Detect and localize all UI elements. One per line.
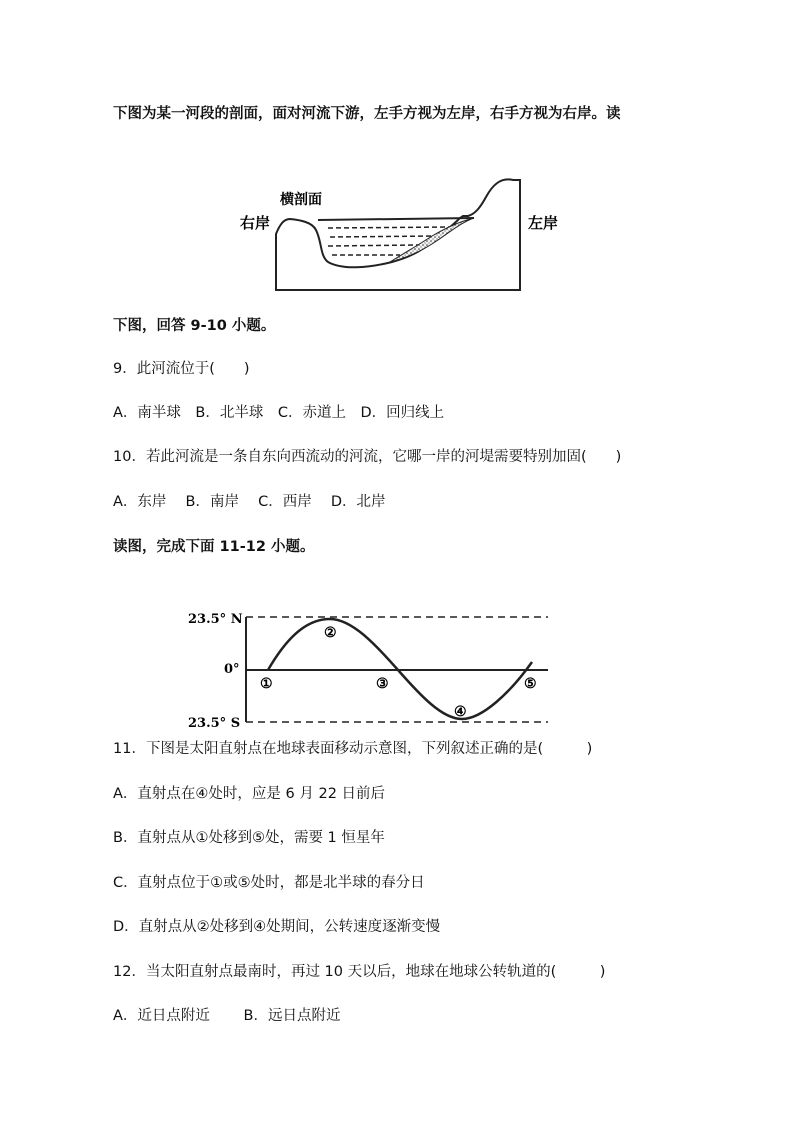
intro-line-1: 下图为某一河段的剖面，面对河流下游，左手方视为左岸，右手方视为右岸。读 xyxy=(113,106,621,122)
svg-text:④: ④ xyxy=(454,704,467,720)
label-left-bank: 左岸 xyxy=(528,214,559,232)
point-5 xyxy=(524,676,537,692)
question-12-stem: 12．当太阳直射点最南时，再过 10 天以后，地球在地球公转轨道的( ) xyxy=(113,964,606,980)
intro-line-2: 下图，回答 9-10 小题。 xyxy=(113,318,276,334)
subsolar-point-figure xyxy=(180,605,560,730)
question-11-stem: 11．下图是太阳直射点在地球表面移动示意图，下列叙述正确的是( ) xyxy=(113,741,593,757)
label-section: 横剖面 xyxy=(280,192,322,208)
question-11-option-c: C．直射点位于①或⑤处时，都是北半球的春分日 xyxy=(113,875,425,891)
river-cross-section-figure xyxy=(230,172,560,297)
point-4 xyxy=(454,704,467,720)
label-south: 23.5° S xyxy=(188,716,241,730)
point-2 xyxy=(324,625,337,641)
svg-text:⑤: ⑤ xyxy=(524,676,537,692)
water-surface xyxy=(318,218,474,220)
point-1 xyxy=(260,676,273,692)
question-10-stem: 10．若此河流是一条自东向西流动的河流，它哪一岸的河堤需要特别加固( ) xyxy=(113,449,622,465)
question-11-option-d: D．直射点从②处移到④处期间，公转速度逐渐变慢 xyxy=(113,919,441,935)
sediment-deposit xyxy=(390,218,474,262)
question-10-options: A．东岸 B．南岸 C．西岸 D．北岸 xyxy=(113,494,386,510)
svg-text:②: ② xyxy=(324,625,337,641)
svg-text:①: ① xyxy=(260,676,273,692)
question-11-option-b: B．直射点从①处移到⑤处，需要 1 恒星年 xyxy=(113,830,385,846)
svg-text:③: ③ xyxy=(376,676,389,692)
label-equator: 0° xyxy=(224,662,240,677)
point-3 xyxy=(376,676,389,692)
question-9-options: A．南半球 B．北半球 C．赤道上 D．回归线上 xyxy=(113,405,445,421)
question-12-options: A．近日点附近 B．远日点附近 xyxy=(113,1008,341,1024)
label-north: 23.5° N xyxy=(188,612,243,627)
intro-2: 读图，完成下面 11-12 小题。 xyxy=(113,539,315,555)
question-11-option-a: A．直射点在④处时，应是 6 月 22 日前后 xyxy=(113,786,386,802)
label-right-bank: 右岸 xyxy=(240,214,271,232)
question-9-stem: 9．此河流位于( ) xyxy=(113,361,250,377)
